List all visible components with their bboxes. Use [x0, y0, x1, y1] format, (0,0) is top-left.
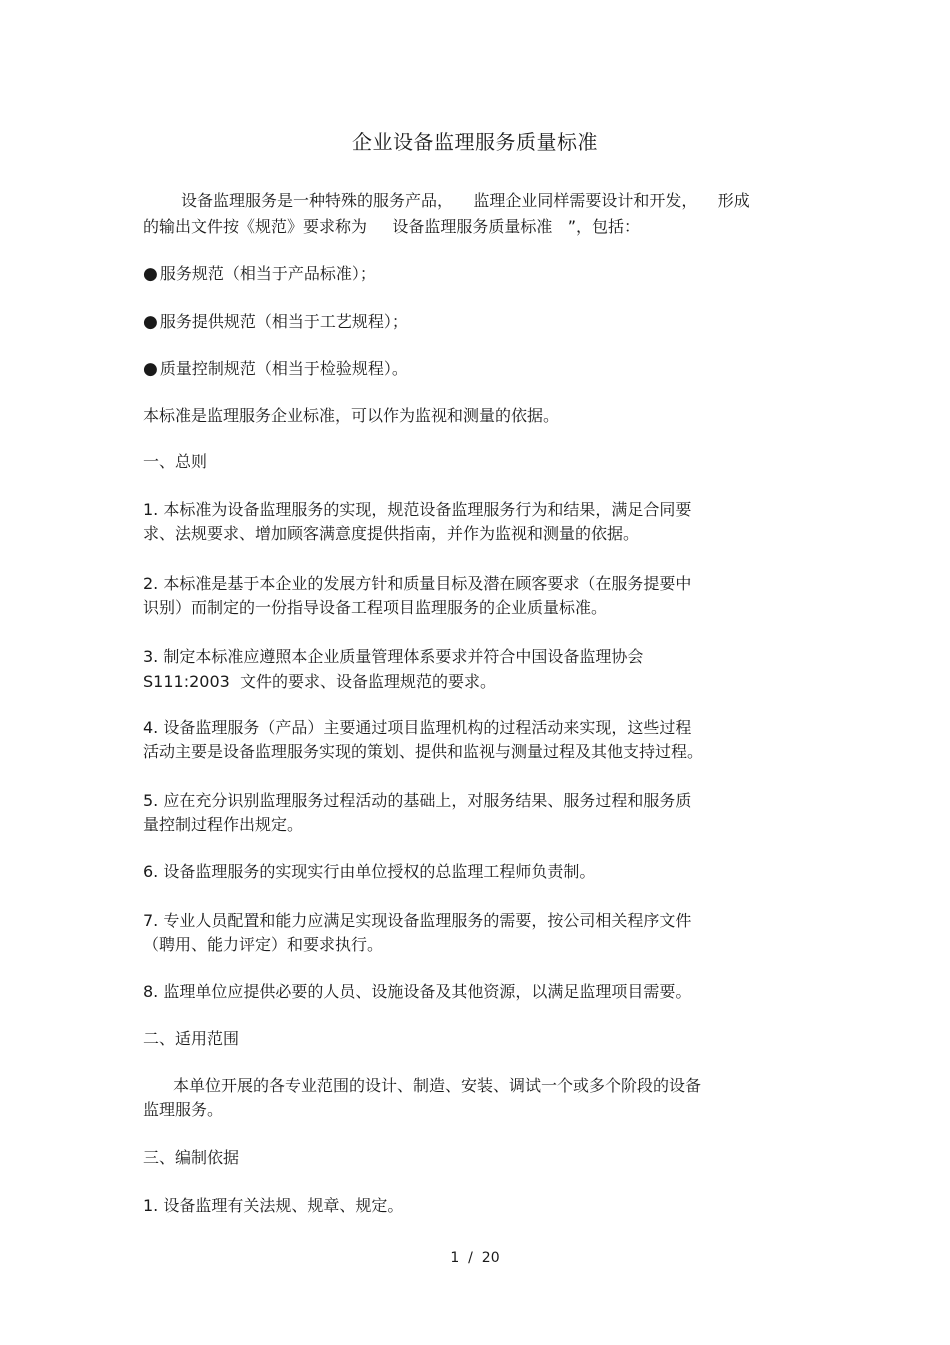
clause-4-line-2: 活动主要是设备监理服务实现的策划、提供和监视与测量过程及其他支持过程。: [143, 742, 704, 761]
clause-5-line-2: 量控制过程作出规定。: [143, 815, 304, 834]
clause-3-line-1: 3. 制定本标准应遵照本企业质量管理体系要求并符合中国设备监理协会: [143, 647, 644, 666]
bullet-dot-icon: ●: [143, 312, 158, 332]
bullet-item: [143, 263, 376, 285]
intro-line-1: 设备监理服务是一种特殊的服务产品， 监理企业同样需要设计和开发， 形成: [181, 191, 750, 210]
scope-line-2: 监理服务。: [143, 1100, 224, 1119]
bullet-item: [143, 311, 408, 333]
clause-2-line-1: 2. 本标准是基于本企业的发展方针和质量目标及潜在顾客要求（在服务提要中: [143, 574, 692, 593]
bullet-dot-icon: ●: [143, 359, 158, 379]
intro-line-2: 的输出文件按《规范》要求称为 设备监理服务质量标准 ”，包括：: [143, 217, 640, 236]
section-heading-basis: 三、编制依据: [143, 1148, 240, 1167]
bullet-item: [143, 358, 408, 380]
clause-5-line-1: 5. 应在充分识别监理服务过程活动的基础上，对服务结果、服务过程和服务质: [143, 791, 692, 810]
statement-text: 本标准是监理服务企业标准，可以作为监视和测量的依据。: [143, 406, 560, 425]
document-title: 企业设备监理服务质量标准: [352, 130, 598, 154]
scope-line-1: 本单位开展的各专业范围的设计、制造、安装、调试一个或多个阶段的设备: [173, 1076, 702, 1095]
clause-7-line-2: （聘用、能力评定）和要求执行。: [143, 935, 384, 954]
page-indicator: 1 / 20: [450, 1250, 500, 1266]
clause-6-line-1: 6. 设备监理服务的实现实行由单位授权的总监理工程师负责制。: [143, 862, 596, 881]
bullet-text: 质量控制规范（相当于检验规程）。: [159, 359, 408, 378]
clause-2-line-2: 识别）而制定的一份指导设备工程项目监理服务的企业质量标准。: [143, 598, 608, 617]
clause-1-line-2: 求、法规要求、增加顾客满意度提供指南，并作为监视和测量的依据。: [143, 524, 640, 543]
basis-item-1: 1. 设备监理有关法规、规章、规定。: [143, 1196, 404, 1215]
bullet-text: 服务规范（相当于产品标准）；: [159, 264, 376, 283]
bullet-text: 服务提供规范（相当于工艺规程）；: [159, 312, 408, 331]
bullet-dot-icon: ●: [143, 264, 158, 284]
clause-7-line-1: 7. 专业人员配置和能力应满足实现设备监理服务的需要，按公司相关程序文件: [143, 911, 692, 930]
clause-8-line-1: 8. 监理单位应提供必要的人员、设施设备及其他资源，以满足监理项目需要。: [143, 982, 692, 1001]
clause-4-line-1: 4. 设备监理服务（产品）主要通过项目监理机构的过程活动来实现，这些过程: [143, 718, 692, 737]
section-heading-general: 一、总则: [143, 452, 208, 471]
clause-3-line-2: S111:2003 文件的要求、设备监理规范的要求。: [143, 672, 496, 691]
clause-1-line-1: 1. 本标准为设备监理服务的实现，规范设备监理服务行为和结果，满足合同要: [143, 500, 692, 519]
section-heading-scope: 二、适用范围: [143, 1029, 240, 1048]
